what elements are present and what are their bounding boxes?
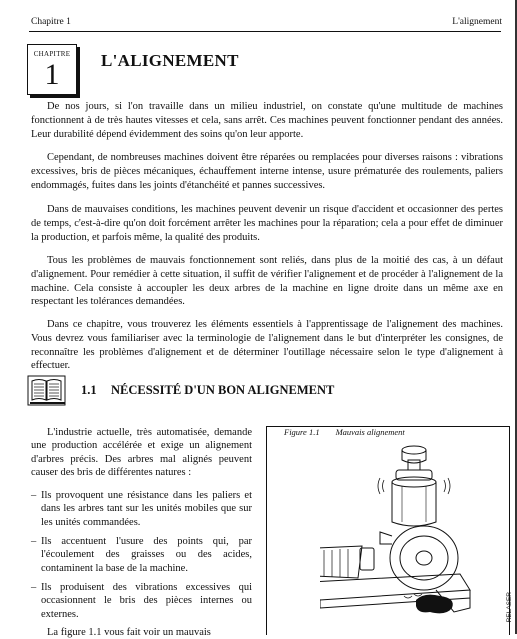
bullet-text: Ils provoquent une résistance dans les paliers et dans les arbres tant sur les unités mobiles que sur les unités commandées. [41, 490, 252, 528]
section-title: NÉCESSITÉ D'UN BON ALIGNEMENT [111, 383, 335, 397]
bullet-dash: – [31, 582, 37, 593]
misaligned-machine-illustration [320, 440, 500, 634]
intro-paragraph-3: Dans de mauvaises conditions, les machines peuvent devenir un risque d'accident et occasionner des pertes de temps, c'est-à-dire qu'on doit forcément arrêter les machines pour la réparation; cela a pour effet de diminuer la production, et parfois même, la qualité des produits. [31, 204, 503, 243]
bullet-text: Ils produisent des vibrations excessives qui occasionnent le bris des pièces internes ou externes. [41, 582, 252, 620]
section-number: 1.1 [81, 383, 97, 397]
header-rule [29, 31, 501, 32]
intro-paragraph-4: Tous les problèmes de mauvais fonctionnement sont reliés, dans plus de la moitié des cas, à un défaut d'alignement. Pour remédier à cette situation, il suffit de vérifier l'alignement et de procéder à l'alignement de la machine. Cela consiste à accoupler les deux arbres de la machine en ligne droite dans un même axe en respectant les tolérances demandées. [31, 255, 503, 308]
bullet-item [31, 581, 252, 621]
open-book-icon [27, 375, 66, 406]
running-header-left: Chapitre 1 [31, 17, 71, 27]
figure-label: Figure 1.1 [284, 427, 320, 437]
bullet-dash: – [31, 490, 37, 501]
section-tail-paragraph: La figure 1.1 vous fait voir un mauvais [47, 627, 211, 638]
figure-caption [284, 427, 405, 437]
chapter-label: CHAPITRE [33, 50, 71, 58]
running-header [31, 17, 502, 27]
running-header-right: L'alignement [452, 17, 502, 27]
bullet-text: Ils accentuent l'usure des points qui, par l'écoulement des graisses ou des acides, contaminent la base de la machine. [41, 536, 252, 574]
chapter-badge [27, 44, 77, 95]
bullet-item [31, 535, 252, 575]
intro-paragraph-1: De nos jours, si l'on travaille dans un milieu industriel, on constate qu'une multitude de machines fonctionnent à de très hautes vitesses et cela, sans arrêt. Ces machines peuvent fonctionner pendant des années. Leur durabilité dépend évidemment des soins qu'on leur apporte. [31, 101, 503, 140]
chapter-number: 1 [44, 58, 60, 91]
figure-title: Mauvais alignement [335, 427, 405, 437]
bullet-dash: – [31, 536, 37, 547]
intro-paragraph-5: Dans ce chapitre, vous trouverez les éléments essentiels à l'apprentissage de l'alignement des machines. Vous devrez vous familiariser avec la terminologie de l'alignement dans le but d'interpréter les consignes, de reconnaître les problèmes d'alignement et de déterminer l'outillage nécessaire selon le type d'alignement à effectuer. [31, 319, 503, 372]
section-lead-paragraph: L'industrie actuelle, très automatisée, demande une production accélérée et exige un alignement d'arbres précis. Des arbres mal alignés peuvent causer des bris de différentes natures : [31, 427, 252, 478]
bullet-item [31, 489, 252, 529]
figure-side-text: RELASER [506, 592, 513, 623]
chapter-title: L'ALIGNEMENT [101, 51, 239, 70]
intro-paragraph-2: Cependant, de nombreuses machines doivent être réparées ou remplacées pour diverses raisons : vibrations excessives, bris de pièces mécaniques, échauffement interne intense, usure prématurée des roulements, paliers endommagés, fuites dans les joints d'étanchéité et pannes successives. [31, 152, 503, 191]
